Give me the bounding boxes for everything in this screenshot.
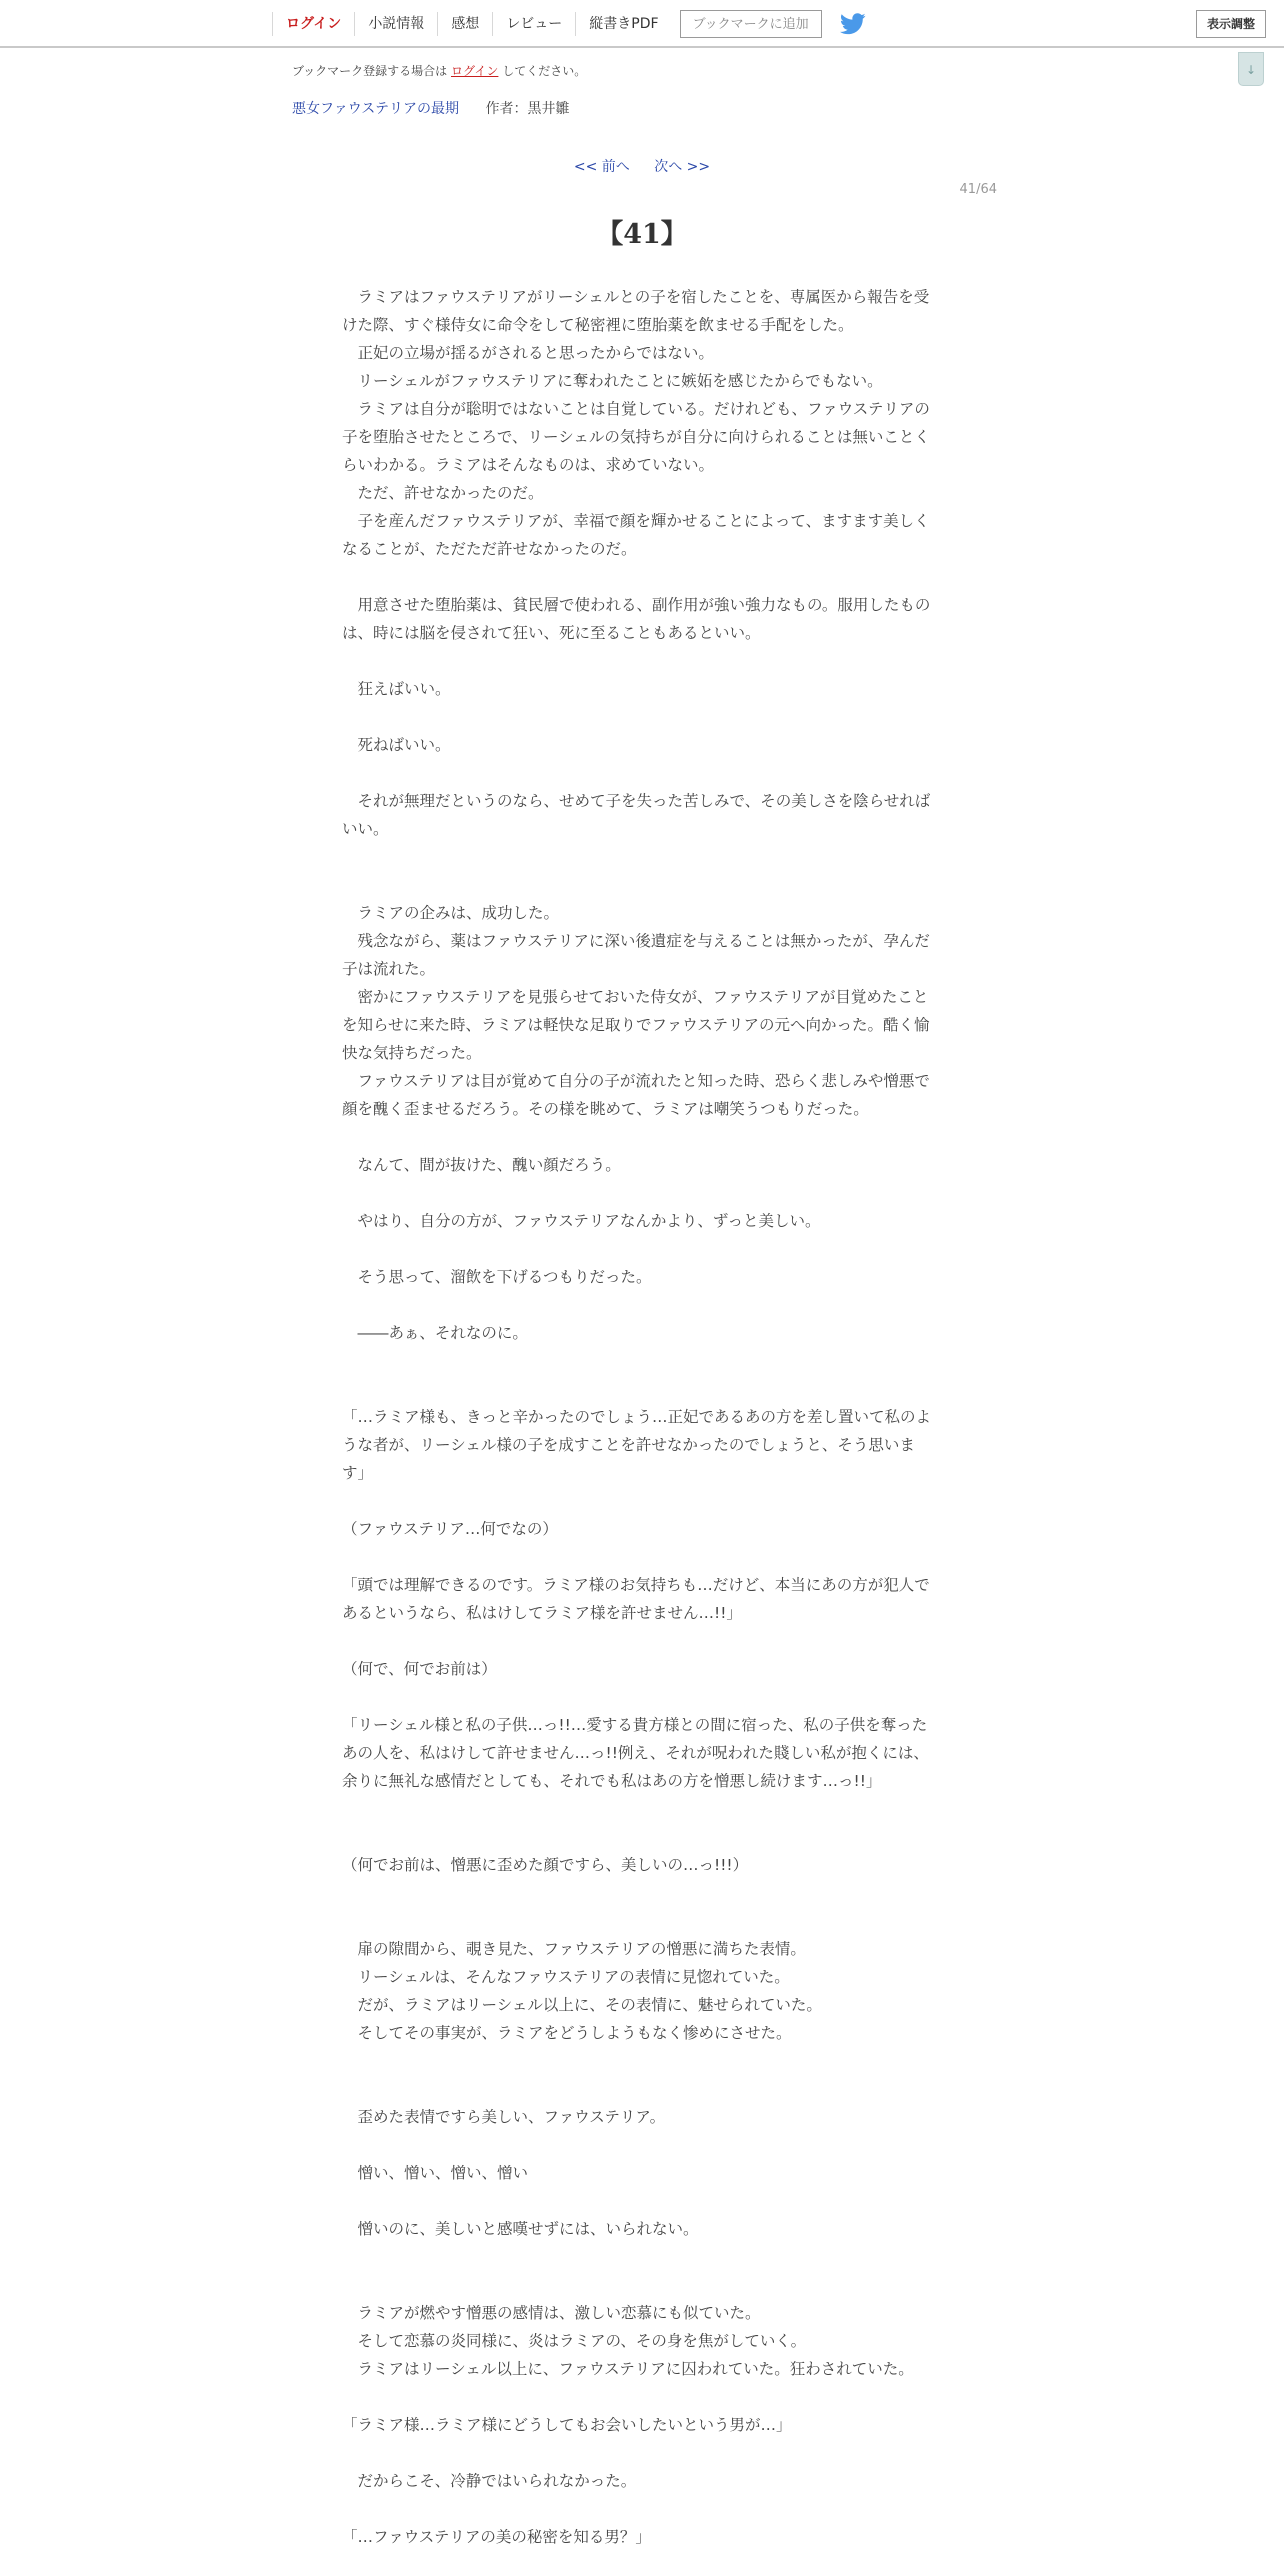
- body-paragraph: [342, 1823, 936, 1851]
- prev-chapter-link[interactable]: << 前へ: [573, 159, 630, 175]
- body-paragraph: [342, 1235, 936, 1263]
- scroll-down-icon[interactable]: ↓: [1238, 52, 1264, 86]
- body-paragraph: [342, 2383, 936, 2411]
- login-note-prefix: ブックマーク登録する場合は: [292, 64, 448, 78]
- body-paragraph: だからこそ、冷静ではいられなかった。: [342, 2472, 637, 2490]
- impressions-link[interactable]: 感想: [437, 12, 492, 36]
- display-settings-button[interactable]: 表示調整: [1196, 10, 1266, 38]
- body-paragraph: [342, 1347, 936, 1375]
- top-nav-bar: [0, 0, 1284, 48]
- body-paragraph: 密かにファウステリアを見張らせておいた侍女が、ファウステリアが目覚めたことを知らせに来た時、ラミアは軽快な足取りでファウステリアの元へ向かった。酷く愉快な気持ちだった。: [342, 988, 930, 1062]
- next-chapter-link[interactable]: 次へ >>: [654, 159, 711, 175]
- body-paragraph: [342, 2047, 936, 2075]
- body-paragraph: リーシェルがファウステリアに奪われたことに嫉妬を感じたからでもない。: [342, 372, 883, 390]
- body-paragraph: ラミアが燃やす憎悪の感情は、激しい恋慕にも似ていた。: [342, 2304, 761, 2322]
- body-paragraph: [342, 1291, 936, 1319]
- body-paragraph: 「リーシェル様と私の子供…っ!!…愛する貴方様との間に宿った、私の子供を奪ったあの人を、私はけして許せません…っ!!例え、それが呪われた賤しい私が抱くには、余りに無礼な感情だとしても、それでも私はあの方を憎悪し続けます…っ!!」: [342, 1716, 929, 1790]
- body-paragraph: ラミアはリーシェル以上に、ファウステリアに囚われていた。狂わされていた。: [342, 2360, 914, 2378]
- body-paragraph: そしてその事実が、ラミアをどうしようもなく惨めにさせた。: [342, 2024, 792, 2042]
- novel-header: [292, 98, 569, 118]
- body-paragraph: 用意させた堕胎薬は、貧民層で使われる、副作用が強い強力なもの。服用したものは、時には脳を侵されて狂い、死に至ることもあるといい。: [342, 596, 931, 642]
- body-paragraph: 「…ラミア様も、きっと辛かったのでしょう…正妃であるあの方を差し置いて私のような者が、リーシェル様の子を成すことを許せなかったのでしょうと、そう思います」: [342, 1408, 932, 1482]
- body-paragraph: 「ラミア様…ラミア様にどうしてもお会いしたいという男が…」: [342, 2416, 792, 2434]
- body-paragraph: ただ、許せなかったのだ。: [342, 484, 544, 502]
- body-paragraph: [342, 1795, 936, 1823]
- main-nav: [272, 0, 868, 48]
- body-paragraph: なんて、間が抜けた、醜い顔だろう。: [342, 1156, 621, 1174]
- body-paragraph: そう思って、溜飲を下げるつもりだった。: [342, 1268, 652, 1286]
- body-paragraph: [342, 2131, 936, 2159]
- body-paragraph: 歪めた表情ですら美しい、ファウステリア。: [342, 2108, 666, 2126]
- body-paragraph: 正妃の立場が揺るがされると思ったからではない。: [342, 344, 714, 362]
- novel-title-link[interactable]: 悪女ファウステリアの最期: [292, 101, 460, 117]
- body-paragraph: ――あぁ、それなのに。: [342, 1324, 528, 1342]
- add-bookmark-button[interactable]: ブックマークに追加: [680, 10, 822, 38]
- body-paragraph: （ファウステリア…何でなの）: [342, 1520, 558, 1538]
- body-paragraph: ファウステリアは目が覚めて自分の子が流れたと知った時、恐らく悲しみや憎悪で顔を醜く歪ませるだろう。その様を眺めて、ラミアは嘲笑うつもりだった。: [342, 1072, 930, 1118]
- body-paragraph: 「…ファウステリアの美の秘密を知る男？」: [342, 2528, 651, 2546]
- bookmark-login-note: [292, 62, 586, 79]
- body-paragraph: 憎い、憎い、憎い、憎い: [342, 2164, 529, 2182]
- body-paragraph: 狂えばいい。: [342, 680, 451, 698]
- body-paragraph: 死ねばいい。: [342, 736, 451, 754]
- page-counter: 41/64: [959, 182, 997, 197]
- body-paragraph: [342, 2271, 936, 2299]
- body-paragraph: [342, 1487, 936, 1515]
- review-link[interactable]: レビュー: [492, 12, 575, 36]
- body-paragraph: [342, 2243, 936, 2271]
- body-paragraph: [342, 1543, 936, 1571]
- body-paragraph: 子を産んだファウステリアが、幸福で顔を輝かせることによって、ますます美しくなることが、ただただ許せなかったのだ。: [342, 512, 930, 558]
- author-name: 作者：黒井雛: [485, 101, 570, 117]
- body-paragraph: 残念ながら、薬はファウステリアに深い後遺症を与えることは無かったが、孕んだ子は流れた。: [342, 932, 930, 978]
- novel-info-link[interactable]: 小説情報: [354, 12, 437, 36]
- body-paragraph: [342, 843, 936, 871]
- body-paragraph: [342, 1179, 936, 1207]
- body-paragraph: [342, 2075, 936, 2103]
- body-paragraph: それが無理だというのなら、せめて子を失った苦しみで、その美しさを陰らせればいい。: [342, 792, 931, 838]
- body-paragraph: [342, 2439, 936, 2467]
- login-note-suffix: してください。: [502, 64, 587, 78]
- body-paragraph: （何で、何でお前は）: [342, 1660, 497, 1678]
- body-paragraph: [342, 563, 936, 591]
- body-paragraph: [342, 1375, 936, 1403]
- body-paragraph: だが、ラミアはリーシェル以上に、その表情に、魅せられていた。: [342, 1996, 822, 2014]
- body-paragraph: ラミアは自分が聡明ではないことは自覚している。だけれども、ファウステリアの子を堕胎させたところで、リーシェルの気持ちが自分に向けられることは無いことくらいわかる。ラミアはそんなものは、求めていない。: [342, 400, 930, 474]
- chapter-title: 【41】: [596, 219, 688, 250]
- twitter-bird-icon-svg: [840, 13, 866, 35]
- body-paragraph: そして恋慕の炎同様に、炎はラミアの、その身を焦がしていく。: [342, 2332, 807, 2350]
- chapter-pager: [0, 156, 1284, 176]
- body-paragraph: （何でお前は、憎悪に歪めた顔ですら、美しいの…っ!!!）: [342, 1856, 749, 1874]
- login-note-link[interactable]: ログイン: [451, 64, 499, 78]
- chapter-body: [342, 283, 936, 2551]
- body-paragraph: [342, 1907, 936, 1935]
- body-paragraph: やはり、自分の方が、ファウステリアなんかより、ずっと美しい。: [342, 1212, 821, 1230]
- body-paragraph: 「頭では理解できるのです。ラミア様のお気持ちも…だけど、本当にあの方が犯人であるというなら、私はけしてラミア様を許せません…!!」: [342, 1576, 930, 1622]
- body-paragraph: [342, 2495, 936, 2523]
- body-paragraph: リーシェルは、そんなファウステリアの表情に見惚れていた。: [342, 1968, 790, 1986]
- body-paragraph: [342, 703, 936, 731]
- body-paragraph: ラミアの企みは、成功した。: [342, 904, 560, 922]
- body-paragraph: [342, 1683, 936, 1711]
- body-paragraph: [342, 1627, 936, 1655]
- vertical-pdf-link[interactable]: 縦書きPDF: [575, 12, 671, 36]
- body-paragraph: 扉の隙間から、覗き見た、ファウステリアの憎悪に満ちた表情。: [342, 1940, 806, 1958]
- body-paragraph: [342, 1123, 936, 1151]
- body-paragraph: [342, 2187, 936, 2215]
- login-link[interactable]: ログイン: [272, 12, 354, 36]
- body-paragraph: [342, 1879, 936, 1907]
- body-paragraph: ラミアはファウステリアがリーシェルとの子を宿したことを、専属医から報告を受けた際、すぐ様侍女に命令をして秘密裡に堕胎薬を飲ませる手配をした。: [342, 288, 930, 334]
- body-paragraph: [342, 759, 936, 787]
- body-paragraph: [342, 647, 936, 675]
- twitter-bird-icon[interactable]: [840, 12, 868, 36]
- body-paragraph: [342, 871, 936, 899]
- body-paragraph: 憎いのに、美しいと感嘆せずには、いられない。: [342, 2220, 699, 2238]
